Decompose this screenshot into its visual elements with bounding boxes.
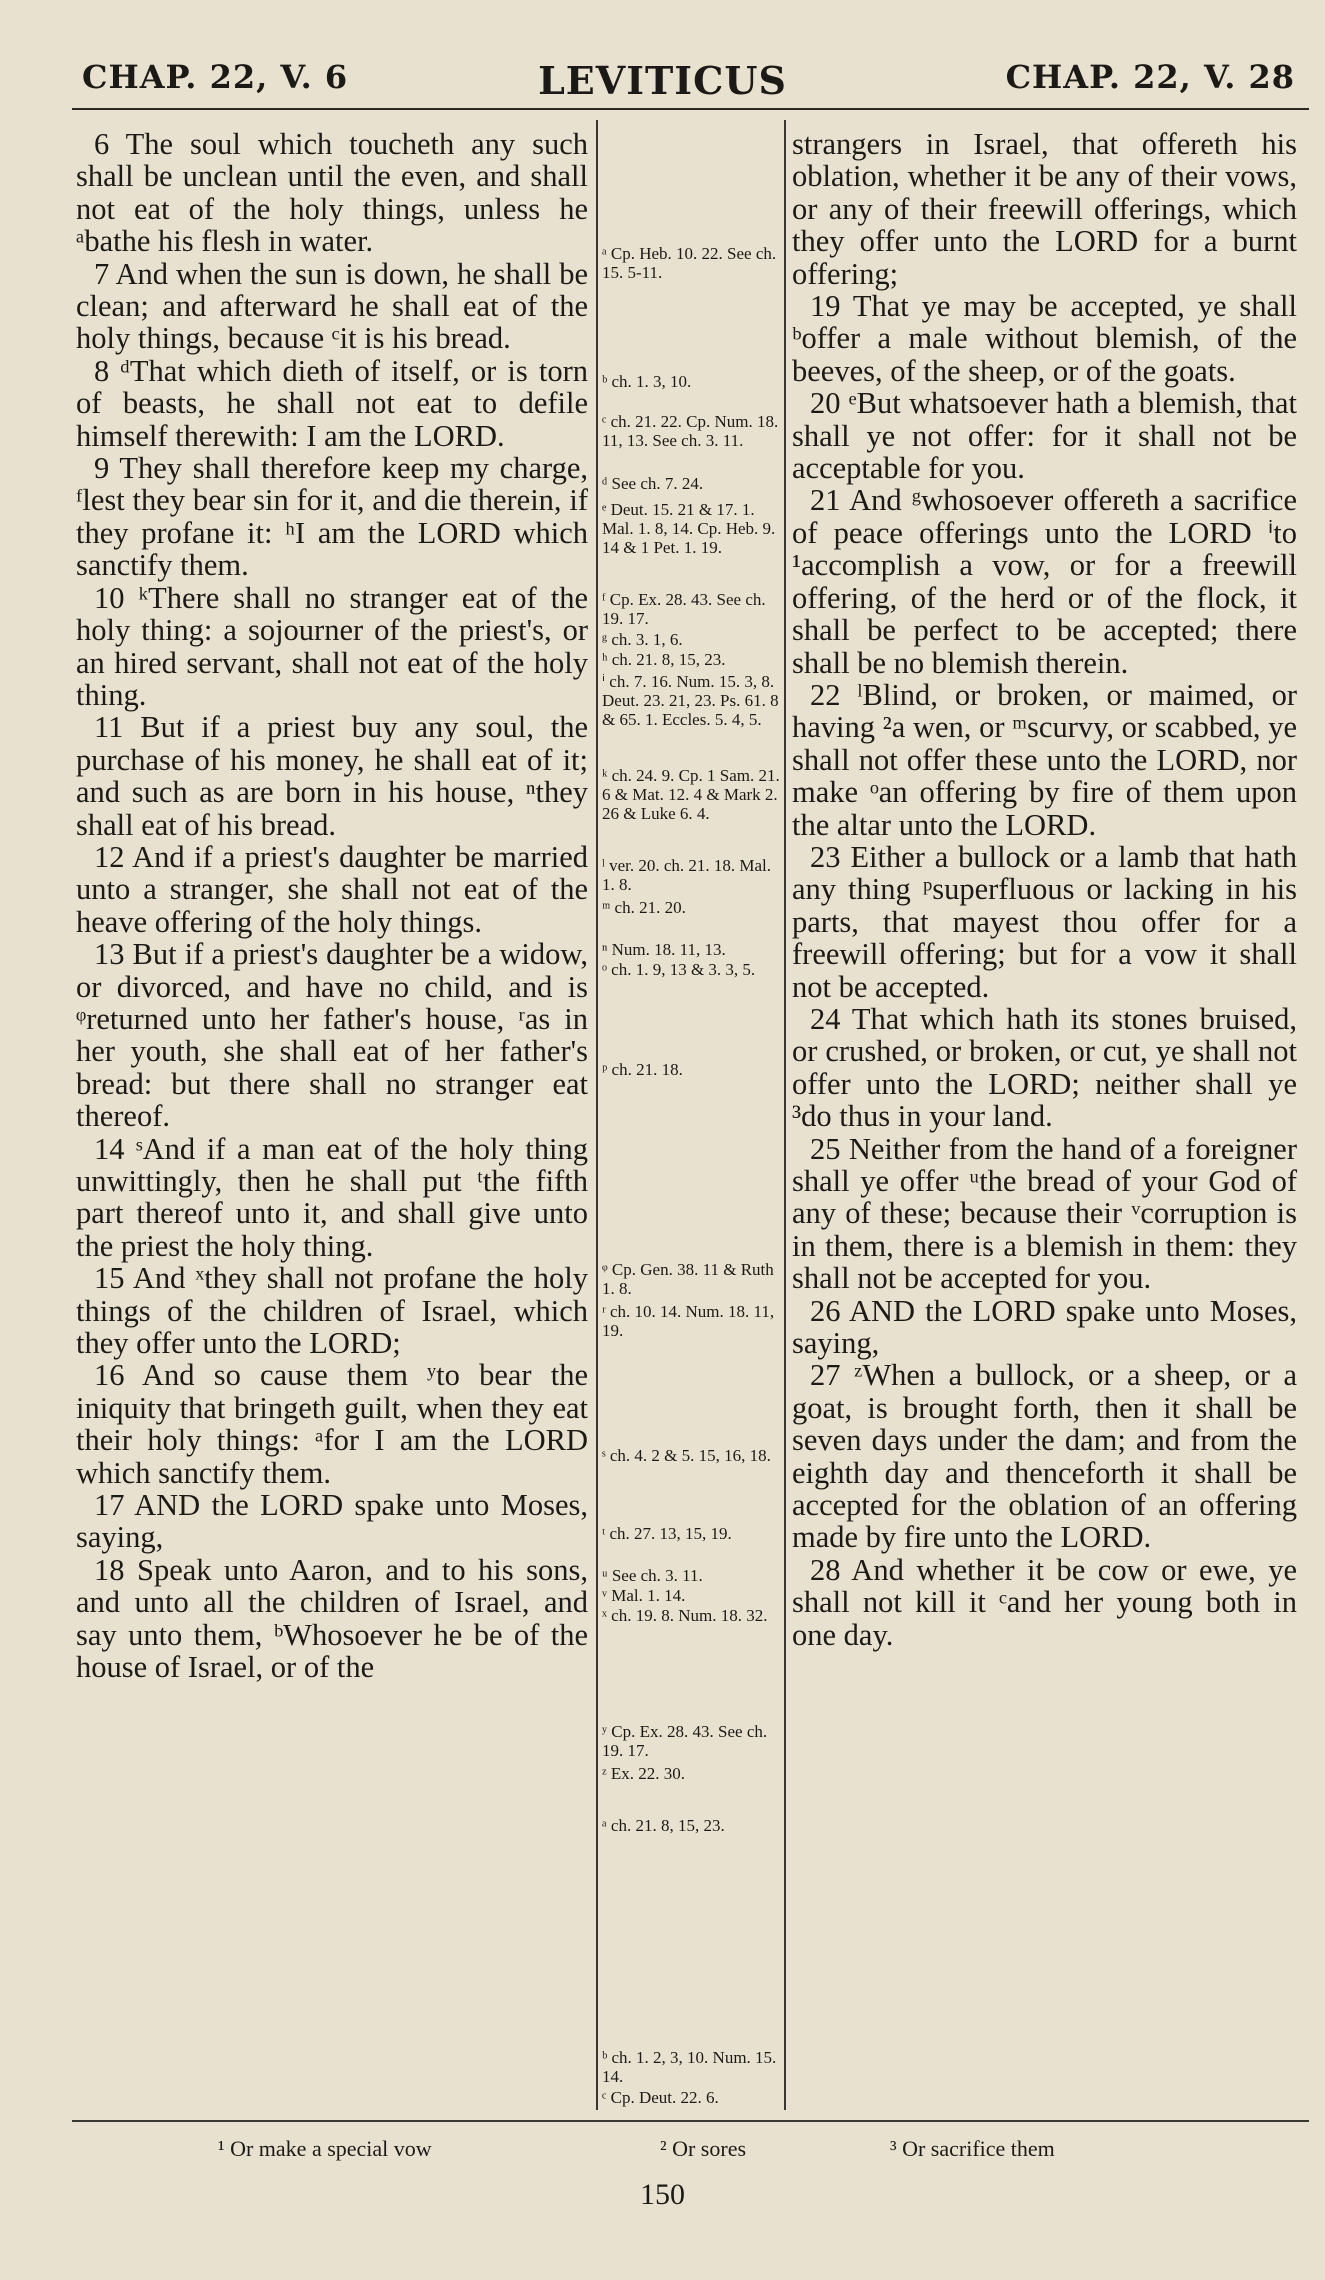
header-rule xyxy=(72,108,1309,110)
verse-14: 14 ˢAnd if a man eat of the holy thing unwittingly, then he shall put ᵗthe fifth part thereof unto it, and shall give unto the priest the holy thing. xyxy=(76,1131,588,1263)
reference: ᵉ Deut. 15. 21 & 17. 1. Mal. 1. 8, 14. Cp. Heb. 9. 14 & 1 Pet. 1. 19. xyxy=(602,500,776,557)
verse-15: 15 And ˣthey shall not profane the holy things of the children of Israel, which they offer unto the LORD; xyxy=(76,1261,588,1361)
verse-27: 27 ᶻWhen a bullock, or a sheep, or a goat, is brought forth, then it shall be seven days under the dam; and from the eighth day and thenceforth it shall be accepted for the oblation of an offering made by fire unto the LORD. xyxy=(792,1358,1297,1555)
verse-19: 19 That ye may be accepted, ye shall ᵇoffer a male without blemish, of the beeves, of the sheep, or of the goats. xyxy=(792,289,1297,388)
reference: ᵃ ch. 21. 8, 15, 23. xyxy=(602,1816,725,1835)
verse-12: 12 And if a priest's daughter be married unto a stranger, she shall not eat of the heave offering of the holy things. xyxy=(76,839,588,939)
reference: ᵇ ch. 1. 3, 10. xyxy=(602,372,692,391)
reference: ʰ ch. 21. 8, 15, 23. xyxy=(602,650,726,669)
verse-9: 9 They shall therefore keep my charge, ᶠlest they bear sin for it, and die therein, if they profane it: ʰI am the LORD which sanctify them. xyxy=(76,451,588,583)
verse-25: 25 Neither from the hand of a foreigner shall ye offer ᵘthe bread of your God of any of these; because their ᵛcorruption is in them, there is a blemish in them: they shall not be accepted for you. xyxy=(792,1131,1297,1296)
column-divider-right xyxy=(784,120,786,2110)
verse-18: 18 Speak unto Aaron, and to his sons, and unto all the children of Israel, and say unto them, ᵇWhosoever he be of the house of Israel, or of the xyxy=(76,1552,588,1685)
verse-21: 21 And ᵍwhosoever offereth a sacrifice of peace offerings unto the LORD ⁱto ¹accomplish a vow, or for a freewill offering, of the herd or of the flock, it shall be perfect to be accepted; there shall be no blemish therein. xyxy=(792,483,1297,680)
reference: ʸ Cp. Ex. 28. 43. See ch. 19. 17. xyxy=(602,1722,768,1760)
reference: ⁱ ch. 7. 16. Num. 15. 3, 8. Deut. 23. 21, 23. Ps. 61. 8 & 65. 1. Eccles. 5. 4, 5. xyxy=(602,672,779,729)
reference: ᵛ Mal. 1. 14. xyxy=(602,1586,686,1605)
verse-8: 8 ᵈThat which dieth of itself, or is torn of beasts, he shall not eat to defile himself therewith: I am the LORD. xyxy=(76,353,588,453)
column-divider-left xyxy=(596,120,598,2110)
reference: ᵠ Cp. Gen. 38. 11 & Ruth 1. 8. xyxy=(602,1260,774,1298)
footnote-1: ¹ Or make a special vow xyxy=(218,2136,432,2161)
verse-24: 24 That which hath its stones bruised, or crushed, or broken, or cut, ye shall not offer unto the LORD; neither shall ye ³do thus in your land. xyxy=(792,1001,1297,1134)
reference: ᵇ ch. 1. 2, 3, 10. Num. 15. 14. xyxy=(602,2048,777,2086)
reference: ʳ ch. 10. 14. Num. 18. 11, 19. xyxy=(602,1302,775,1340)
reference: ᶜ ch. 21. 22. Cp. Num. 18. 11, 13. See ch. 3. 11. xyxy=(602,412,779,450)
reference: ᵒ ch. 1. 9, 13 & 3. 3, 5. xyxy=(602,960,756,979)
reference: ˢ ch. 4. 2 & 5. 15, 16, 18. xyxy=(602,1446,771,1465)
left-text-column xyxy=(76,128,588,1684)
reference: ˣ ch. 19. 8. Num. 18. 32. xyxy=(602,1606,768,1625)
page-number: 150 xyxy=(640,2178,685,2211)
reference: ᶻ Ex. 22. 30. xyxy=(602,1764,686,1783)
header-right: CHAP. 22, V. 28 xyxy=(1005,58,1295,96)
verse-17: 17 AND the LORD spake unto Moses, saying, xyxy=(76,1488,588,1555)
footnote-3: ³ Or sacrifice them xyxy=(890,2136,1055,2161)
reference: ᵖ ch. 21. 18. xyxy=(602,1060,683,1079)
reference: ᵃ Cp. Heb. 10. 22. See ch. 15. 5-11. xyxy=(602,244,777,282)
reference: ᶠ Cp. Ex. 28. 43. See ch. 19. 17. xyxy=(602,590,766,628)
reference: ᵏ ch. 24. 9. Cp. 1 Sam. 21. 6 & Mat. 12. 4 & Mark 2. 26 & Luke 6. 4. xyxy=(602,766,780,823)
verse-11: 11 But if a priest buy any soul, the purchase of his money, he shall eat of it; and such as are born in his house, ⁿthey shall eat of his bread. xyxy=(76,710,588,842)
verse-7: 7 And when the sun is down, he shall be clean; and afterward he shall eat of the holy things, because ᶜit is his bread. xyxy=(76,256,588,356)
verse-6: 6 The soul which toucheth any such shall be unclean until the even, and shall not eat of the holy things, unless he ᵃbathe his flesh in water. xyxy=(76,127,588,259)
verse-13: 13 But if a priest's daughter be a widow, or divorced, and have no child, and is ᵠreturned unto her father's house, ʳas in her youth, she shall eat of her father's bread: but there shall no stranger eat thereof. xyxy=(76,937,588,1134)
reference: ᶜ Cp. Deut. 22. 6. xyxy=(602,2088,719,2107)
footnote-2: ² Or sores xyxy=(660,2136,747,2161)
verse-16: 16 And so cause them ʸto bear the iniquity that bringeth guilt, when they eat their holy things: ᵃfor I am the LORD which sanctify them. xyxy=(76,1358,588,1490)
reference: ˡ ver. 20. ch. 21. 18. Mal. 1. 8. xyxy=(602,856,772,894)
verse-18-continued: strangers in Israel, that offereth his oblation, whether it be any of their vows, or any of their freewill offerings, which they offer unto the LORD for a burnt offering; xyxy=(792,127,1297,291)
reference: ᵐ ch. 21. 20. xyxy=(602,898,686,917)
header-book-title: LEVITICUS xyxy=(538,58,787,103)
reference: ⁿ Num. 18. 11, 13. xyxy=(602,940,726,959)
verse-23: 23 Either a bullock or a lamb that hath any thing ᵖsuperfluous or lacking in his parts, that mayest thou offer for a freewill offering; but for a vow it shall not be accepted. xyxy=(792,839,1297,1004)
verse-20: 20 ᵉBut whatsoever hath a blemish, that shall ye not offer: for it shall not be acceptable for you. xyxy=(792,386,1297,486)
reference: ᵘ See ch. 3. 11. xyxy=(602,1566,703,1585)
right-text-column xyxy=(792,128,1297,1651)
verse-10: 10 ᵏThere shall no stranger eat of the holy thing: a sojourner of the priest's, or an hired servant, shall not eat of the holy thing. xyxy=(76,580,588,712)
verse-28: 28 And whether it be cow or ewe, ye shall not kill it ᶜand her young both in one day. xyxy=(792,1552,1297,1652)
footnote-rule xyxy=(72,2120,1309,2122)
header-left: CHAP. 22, V. 6 xyxy=(82,58,349,96)
verse-26: 26 AND the LORD spake unto Moses, saying, xyxy=(792,1293,1297,1361)
verse-22: 22 ˡBlind, or broken, or maimed, or having ²a wen, or ᵐscurvy, or scabbed, ye shall not offer these unto the LORD, nor make ᵒan offering by fire of them upon the altar unto the LORD. xyxy=(792,677,1297,842)
reference: ᵈ See ch. 7. 24. xyxy=(602,474,704,493)
reference: ᵍ ch. 3. 1, 6. xyxy=(602,630,683,649)
reference: ᵗ ch. 27. 13, 15, 19. xyxy=(602,1524,732,1543)
